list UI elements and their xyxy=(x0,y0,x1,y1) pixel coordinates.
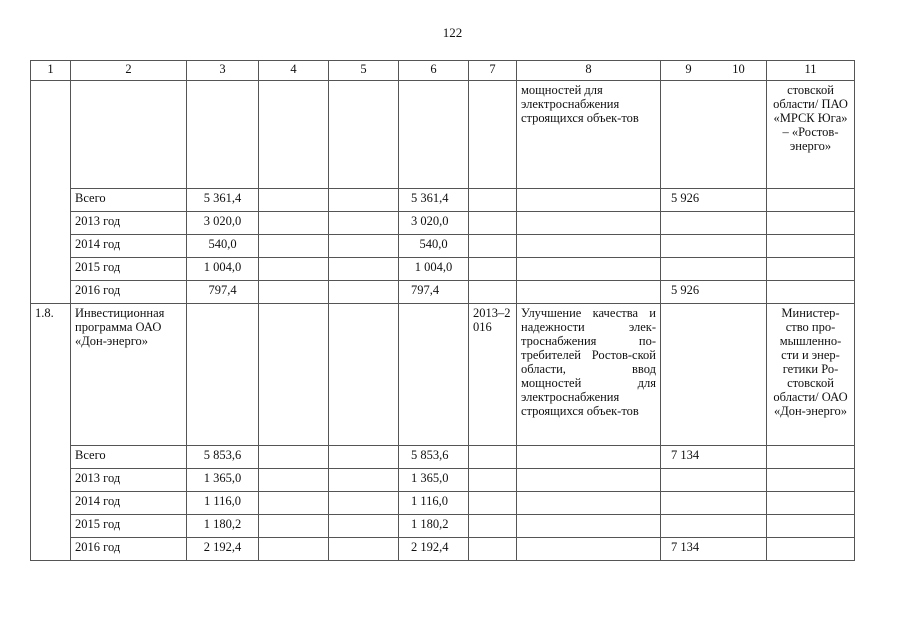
empty-cell xyxy=(259,189,329,212)
row-indicator-value xyxy=(661,469,767,492)
empty-cell xyxy=(329,235,399,258)
header-col-9: 9 xyxy=(685,62,692,76)
header-col-5: 5 xyxy=(329,61,399,81)
empty-cell xyxy=(329,469,399,492)
row-source-value: 797,4 xyxy=(399,281,469,304)
row-indicator-value xyxy=(661,515,767,538)
continuation-row xyxy=(31,81,855,189)
empty-cell xyxy=(259,492,329,515)
header-col-7: 7 xyxy=(469,61,517,81)
empty-cell xyxy=(469,469,517,492)
empty-cell xyxy=(469,492,517,515)
table-row xyxy=(31,235,855,258)
cont-col9-10 xyxy=(661,81,767,189)
empty-cell xyxy=(259,446,329,469)
row-label: Всего xyxy=(71,189,187,212)
empty-cell xyxy=(329,258,399,281)
row-source-value: 5 361,4 xyxy=(399,189,469,212)
empty-cell xyxy=(517,515,661,538)
empty-cell xyxy=(767,281,855,304)
table-row xyxy=(31,258,855,281)
empty-cell xyxy=(767,212,855,235)
budget-table xyxy=(30,60,855,561)
row-label: 2013 год xyxy=(71,469,187,492)
empty-cell xyxy=(469,258,517,281)
row-indicator-value xyxy=(661,492,767,515)
header-col-9-10 xyxy=(661,61,767,81)
empty-cell xyxy=(329,212,399,235)
empty-cell xyxy=(469,538,517,561)
cont-name-cell xyxy=(71,81,187,189)
empty-cell xyxy=(517,281,661,304)
row-indicator-value: 5 926 xyxy=(661,189,767,212)
row-indicator-value xyxy=(661,212,767,235)
row-total-value: 1 180,2 xyxy=(187,515,259,538)
row-source-value: 1 004,0 xyxy=(399,258,469,281)
row-source-value: 1 180,2 xyxy=(399,515,469,538)
row-indicator-value: 7 134 xyxy=(661,538,767,561)
empty-cell xyxy=(187,304,259,446)
table-row xyxy=(31,281,855,304)
header-col-11: 11 xyxy=(767,61,855,81)
row-total-value: 797,4 xyxy=(187,281,259,304)
empty-cell xyxy=(517,446,661,469)
empty-cell xyxy=(517,189,661,212)
page-number: 122 xyxy=(442,25,463,40)
empty-cell xyxy=(469,189,517,212)
cont-num-cell xyxy=(31,81,71,304)
row-label: 2016 год xyxy=(71,281,187,304)
empty-cell xyxy=(767,515,855,538)
table-row xyxy=(31,469,855,492)
empty-cell xyxy=(469,212,517,235)
row-total-value: 1 004,0 xyxy=(187,258,259,281)
empty-cell xyxy=(517,469,661,492)
empty-cell xyxy=(329,492,399,515)
header-col-4: 4 xyxy=(259,61,329,81)
item-period: 2013–2016 xyxy=(469,304,517,446)
row-source-value: 2 192,4 xyxy=(399,538,469,561)
row-label: 2016 год xyxy=(71,538,187,561)
empty-cell xyxy=(469,281,517,304)
cont-executor-text: стовской области/ ПАО «МРСК Юга» – «Ростов-энерго» xyxy=(767,81,855,189)
empty-cell xyxy=(517,212,661,235)
empty-cell xyxy=(259,212,329,235)
empty-cell xyxy=(259,281,329,304)
empty-cell xyxy=(259,469,329,492)
empty-cell xyxy=(329,304,399,446)
row-indicator-value xyxy=(661,235,767,258)
header-col-3: 3 xyxy=(187,61,259,81)
item-1-8-row xyxy=(31,304,855,446)
empty-cell xyxy=(767,235,855,258)
table-row xyxy=(31,446,855,469)
empty-cell xyxy=(329,446,399,469)
empty-cell xyxy=(469,515,517,538)
row-source-value: 5 853,6 xyxy=(399,446,469,469)
header-col-10: 10 xyxy=(732,62,745,76)
empty-cell xyxy=(517,258,661,281)
empty-cell xyxy=(259,235,329,258)
row-total-value: 3 020,0 xyxy=(187,212,259,235)
empty-cell xyxy=(469,446,517,469)
row-total-value: 1 365,0 xyxy=(187,469,259,492)
empty-cell xyxy=(329,189,399,212)
row-label: 2014 год xyxy=(71,492,187,515)
empty-cell xyxy=(329,515,399,538)
item-executor: Министер-ство про-мышленно-сти и энер-гетики Ро-стовской области/ ОАО «Дон-энерго» xyxy=(767,304,855,446)
empty-cell xyxy=(767,258,855,281)
row-indicator-value xyxy=(661,258,767,281)
row-label: 2014 год xyxy=(71,235,187,258)
cont-col7 xyxy=(469,81,517,189)
row-label: 2015 год xyxy=(71,258,187,281)
cont-col6 xyxy=(399,81,469,189)
row-total-value: 5 853,6 xyxy=(187,446,259,469)
row-source-value: 3 020,0 xyxy=(399,212,469,235)
empty-cell xyxy=(329,538,399,561)
empty-cell xyxy=(399,304,469,446)
table-row xyxy=(31,538,855,561)
row-label: 2015 год xyxy=(71,515,187,538)
row-source-value: 1 116,0 xyxy=(399,492,469,515)
row-total-value: 1 116,0 xyxy=(187,492,259,515)
empty-cell xyxy=(767,469,855,492)
item-result-text: Улучшение качества и надежности элек-троснабжения по-требителей Ростов-ской области, ввод мощностей для электроснабжения строящихся объек-тов xyxy=(517,304,661,446)
table-row xyxy=(31,515,855,538)
item-number: 1.8. xyxy=(31,304,71,561)
row-source-value: 1 365,0 xyxy=(399,469,469,492)
empty-cell xyxy=(767,189,855,212)
row-total-value: 540,0 xyxy=(187,235,259,258)
header-col-1: 1 xyxy=(31,61,71,81)
table-row xyxy=(31,189,855,212)
table-row xyxy=(31,492,855,515)
empty-cell xyxy=(259,304,329,446)
cont-col5 xyxy=(329,81,399,189)
empty-cell xyxy=(767,538,855,561)
item-name: Инвестиционная программа ОАО «Дон-энерго» xyxy=(71,304,187,446)
empty-cell xyxy=(517,538,661,561)
empty-cell xyxy=(517,235,661,258)
row-total-value: 5 361,4 xyxy=(187,189,259,212)
empty-cell xyxy=(517,492,661,515)
empty-cell xyxy=(661,304,767,446)
empty-cell xyxy=(259,258,329,281)
row-source-value: 540,0 xyxy=(399,235,469,258)
empty-cell xyxy=(767,446,855,469)
row-label: Всего xyxy=(71,446,187,469)
table-row xyxy=(31,212,855,235)
row-indicator-value: 7 134 xyxy=(661,446,767,469)
empty-cell xyxy=(259,515,329,538)
empty-cell xyxy=(329,281,399,304)
empty-cell xyxy=(767,492,855,515)
row-indicator-value: 5 926 xyxy=(661,281,767,304)
cont-result-text: мощностей для электроснабжения строящихся объек-тов xyxy=(517,81,661,189)
header-row xyxy=(31,61,855,81)
header-col-2: 2 xyxy=(71,61,187,81)
header-col-8: 8 xyxy=(517,61,661,81)
row-total-value: 2 192,4 xyxy=(187,538,259,561)
empty-cell xyxy=(469,235,517,258)
row-label: 2013 год xyxy=(71,212,187,235)
header-col-6: 6 xyxy=(399,61,469,81)
empty-cell xyxy=(259,538,329,561)
cont-col4 xyxy=(259,81,329,189)
cont-col3 xyxy=(187,81,259,189)
